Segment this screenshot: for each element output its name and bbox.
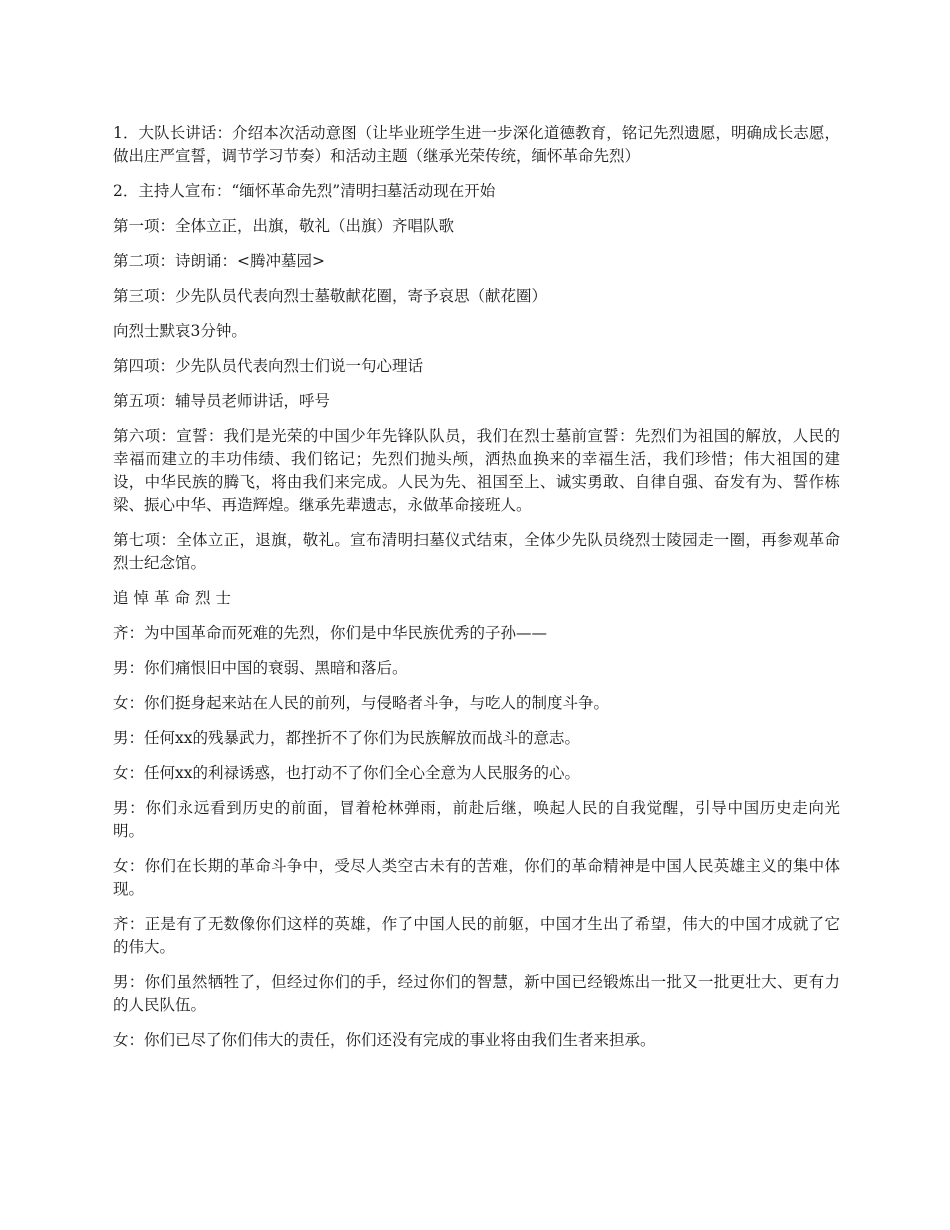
- paragraph-activity-intro: 1．大队长讲话：介绍本次活动意图（让毕业班学生进一步深化道德教育，铭记先烈遗愿，明确成长志愿，做出庄严宣誓，调节学习节奏）和活动主题（继承光荣传统，缅怀革命先烈）: [113, 124, 840, 165]
- poem-line: 齐：为中国革命而死难的先烈，你们是中华民族优秀的子孙——: [113, 624, 548, 642]
- paragraph-item-2: 第二项：诗朗诵：<腾冲墓园>: [113, 252, 325, 270]
- document-page: [113, 122, 840, 1064]
- poem-line: 男：任何xx的残暴武力，都挫折不了你们为民族解放而战斗的意志。: [113, 729, 580, 747]
- paragraph-item-6-oath: 第六项：宣誓：我们是光荣的中国少年先锋队队员，我们在烈士墓前宣誓：先烈们为祖国的解放，人民的幸福而建立的丰功伟绩、我们铭记；先烈们抛头颅，洒热血换来的幸福生活，我们珍惜；伟大祖国的建设，中华民族的腾飞，将由我们来完成。人民为先、祖国至上、诚实勇敢、自律自强、奋发有为、誓作栋梁、振心中华、再造辉煌。继承先辈遗志，永做革命接班人。: [113, 427, 840, 514]
- paragraph-item-7: 第七项：全体立正，退旗，敬礼。宣布清明扫墓仪式结束，全体少先队员绕烈士陵园走一圈，再参观革命烈士纪念馆。: [113, 531, 840, 572]
- poem-line: 男：你们虽然牺牲了，但经过你们的手，经过你们的智慧，新中国已经锻炼出一批又一批更壮大、更有力的人民队伍。: [113, 973, 840, 1014]
- paragraph-item-3: 第三项：少先队员代表向烈士墓敬献花圈，寄予哀思（献花圈）: [113, 287, 548, 305]
- paragraph-item-5: 第五项：辅导员老师讲话，呼号: [113, 392, 331, 410]
- poem-line: 男：你们痛恨旧中国的衰弱、黑暗和落后。: [113, 659, 408, 677]
- paragraph-item-1: 第一项：全体立正，出旗，敬礼（出旗）齐唱队歌: [113, 217, 455, 235]
- paragraph-item-4: 第四项：少先队员代表向烈士们说一句心理话: [113, 357, 424, 375]
- paragraph-host-announcement: 2．主持人宣布：“缅怀革命先烈”清明扫墓活动现在开始: [113, 182, 496, 200]
- poem-line: 女：任何xx的利禄诱惑，也打动不了你们全心全意为人民服务的心。: [113, 764, 580, 782]
- poem-line: 男：你们永远看到历史的前面，冒着枪林弹雨，前赴后继，唤起人民的自我觉醒，引导中国历史走向光明。: [113, 799, 840, 840]
- poem-line: 齐：正是有了无数像你们这样的英雄，作了中国人民的前躯，中国才生出了希望，伟大的中国才成就了它的伟大。: [113, 915, 840, 956]
- paragraph-silence: 向烈士默哀3分钟。: [113, 322, 247, 340]
- poem-line: 女：你们已尽了你们伟大的责任，你们还没有完成的事业将由我们生者来担承。: [113, 1031, 656, 1049]
- poem-line: 女：你们在长期的革命斗争中，受尽人类空古未有的苦难，你们的革命精神是中国人民英雄主义的集中体现。: [113, 857, 840, 898]
- poem-title: 追悼革命烈士: [113, 589, 237, 607]
- poem-line: 女：你们挺身起来站在人民的前列，与侵略者斗争，与吃人的制度斗争。: [113, 694, 610, 712]
